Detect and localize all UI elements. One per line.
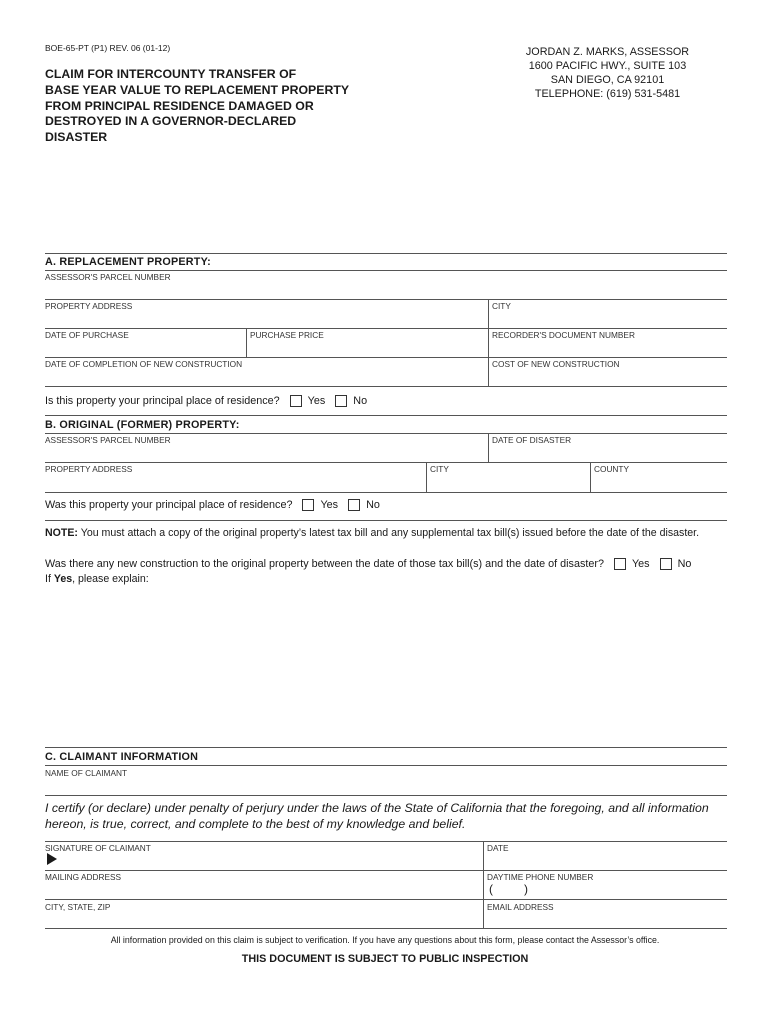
explain-prefix: If — [45, 573, 54, 585]
explain-yes: Yes — [53, 573, 73, 585]
divider — [45, 299, 727, 300]
purchase-price-label: PURCHASE PRICE — [250, 330, 324, 340]
section-b-heading: B. ORIGINAL (FORMER) PROPERTY: — [45, 419, 240, 431]
question-text: Was there any new construction to the original property between the date of those tax bill(s) and the date of disaster? — [45, 558, 604, 570]
assessor-street: 1600 PACIFIC HWY., SUITE 103 — [528, 60, 687, 72]
new-construction-no-checkbox[interactable] — [660, 558, 672, 570]
recorder-document-label: RECORDER'S DOCUMENT NUMBER — [492, 330, 635, 340]
form-title — [45, 67, 385, 146]
signature-field[interactable] — [60, 853, 480, 869]
completion-date-label: DATE OF COMPLETION OF NEW CONSTRUCTION — [45, 359, 243, 369]
divider — [488, 328, 489, 357]
mailing-address-label: MAILING ADDRESS — [45, 872, 122, 882]
divider — [483, 841, 484, 928]
divider — [488, 357, 489, 386]
assessor-telephone: TELEPHONE: (619) 531-5481 — [534, 88, 681, 100]
note-paragraph — [45, 526, 727, 540]
explain-prompt — [45, 572, 149, 586]
divider — [45, 870, 727, 871]
divider — [45, 899, 727, 900]
purchase-price-field[interactable] — [250, 341, 485, 356]
replacement-address-field[interactable] — [45, 312, 485, 327]
completion-date-field[interactable] — [45, 370, 485, 385]
section-b-heading-rule — [45, 433, 727, 434]
original-city-label: CITY — [430, 464, 449, 474]
construction-cost-label: COST OF NEW CONSTRUCTION — [492, 359, 620, 369]
new-construction-yes-checkbox[interactable] — [614, 558, 626, 570]
certification-statement: I certify (or declare) under penalty of perjury under the laws of the State of California that the foregoing, and all information hereon, is true, correct, and complete to the best of my knowledge and belief. — [45, 801, 709, 831]
city-state-zip-label: CITY, STATE, ZIP — [45, 902, 111, 912]
original-address-field[interactable] — [45, 475, 423, 490]
original-city-field[interactable] — [430, 475, 588, 490]
section-c-top-rule — [45, 747, 727, 748]
divider — [45, 492, 727, 493]
checkbox-label: Yes — [307, 395, 326, 407]
construction-cost-field[interactable] — [492, 370, 726, 385]
question-text: Was this property your principal place of residence? — [45, 499, 293, 511]
purchase-date-field[interactable] — [45, 341, 243, 356]
section-a-heading: A. REPLACEMENT PROPERTY: — [45, 256, 211, 268]
original-county-label: COUNTY — [594, 464, 630, 474]
divider — [45, 795, 727, 796]
purchase-date-label: DATE OF PURCHASE — [45, 330, 129, 340]
daytime-phone-field[interactable] — [487, 883, 726, 898]
checkbox-label: No — [366, 499, 380, 511]
replacement-city-field[interactable] — [492, 312, 726, 327]
original-apn-label: ASSESSOR'S PARCEL NUMBER — [45, 435, 171, 445]
original-residence-question — [45, 499, 380, 511]
new-construction-question — [45, 558, 691, 570]
disaster-date-label: DATE OF DISASTER — [492, 435, 572, 445]
explain-suffix: , please explain: — [72, 573, 149, 585]
claimant-name-label: NAME OF CLAIMANT — [45, 768, 128, 778]
original-apn-field[interactable] — [45, 446, 485, 461]
section-b-top-rule — [45, 415, 727, 416]
checkbox-label: Yes — [320, 499, 339, 511]
divider — [45, 462, 727, 463]
divider — [45, 841, 727, 842]
section-c-heading: C. CLAIMANT INFORMATION — [45, 751, 199, 763]
note-text: You must attach a copy of the original property’s latest tax bill and any supplemental tax bill(s) issued before the date of the disaster. — [77, 527, 700, 539]
form-title-line: DISASTER — [45, 130, 108, 145]
original-address-label: PROPERTY ADDRESS — [45, 464, 133, 474]
assessor-address-block — [490, 45, 725, 101]
divider — [45, 928, 727, 929]
divider — [488, 299, 489, 328]
email-address-field[interactable] — [487, 913, 726, 927]
divider — [426, 462, 427, 492]
original-residence-yes-checkbox[interactable] — [302, 499, 314, 511]
verification-notice: All information provided on this claim is subject to verification. If you have any questions about this form, please contact the Assessor’s office. — [110, 935, 660, 945]
form-title-line: FROM PRINCIPAL RESIDENCE DAMAGED OR — [45, 98, 314, 113]
assessor-city: SAN DIEGO, CA 92101 — [550, 74, 665, 86]
checkbox-label: No — [353, 395, 368, 407]
explanation-textarea[interactable] — [45, 590, 727, 740]
claimant-name-field[interactable] — [45, 779, 727, 794]
date-field[interactable] — [487, 854, 726, 869]
replacement-residence-yes-checkbox[interactable] — [290, 395, 302, 407]
date-label: DATE — [487, 843, 509, 853]
section-a-top-rule — [45, 253, 727, 254]
divider — [590, 462, 591, 492]
assessor-name: JORDAN Z. MARKS, ASSESSOR — [525, 46, 690, 58]
divider — [246, 328, 247, 357]
replacement-residence-question — [45, 395, 367, 407]
city-state-zip-field[interactable] — [45, 913, 480, 927]
divider — [45, 357, 727, 358]
divider — [45, 386, 727, 387]
checkbox-label: Yes — [631, 558, 650, 570]
form-title-line: DESTROYED IN A GOVERNOR-DECLARED — [45, 114, 297, 129]
question-text: Is this property your principal place of residence? — [45, 395, 280, 407]
email-address-label: EMAIL ADDRESS — [487, 902, 554, 912]
disaster-date-field[interactable] — [492, 446, 726, 461]
replacement-residence-no-checkbox[interactable] — [335, 395, 347, 407]
divider — [45, 520, 727, 521]
signature-arrow-icon — [47, 853, 57, 865]
daytime-phone-label: DAYTIME PHONE NUMBER — [487, 872, 594, 882]
mailing-address-field[interactable] — [45, 883, 480, 898]
note-label: NOTE: — [45, 527, 78, 539]
divider — [45, 328, 727, 329]
form-number: BOE-65-PT (P1) REV. 06 (01-12) — [45, 43, 171, 53]
divider — [488, 433, 489, 462]
checkbox-label: No — [677, 558, 692, 570]
replacement-apn-field[interactable] — [45, 283, 727, 298]
replacement-address-label: PROPERTY ADDRESS — [45, 301, 133, 311]
public-inspection-notice: THIS DOCUMENT IS SUBJECT TO PUBLIC INSPECTION — [241, 953, 529, 965]
phone-area-close-paren: ) — [524, 882, 528, 896]
section-a-heading-rule — [45, 270, 727, 271]
recorder-document-field[interactable] — [492, 341, 726, 356]
replacement-apn-label: ASSESSOR'S PARCEL NUMBER — [45, 272, 171, 282]
form-title-line: BASE YEAR VALUE TO REPLACEMENT PROPERTY — [45, 82, 350, 97]
original-residence-no-checkbox[interactable] — [348, 499, 360, 511]
phone-area-open-paren: ( — [489, 882, 493, 896]
section-c-heading-rule — [45, 765, 727, 766]
replacement-city-label: CITY — [492, 301, 511, 311]
form-title-line: CLAIM FOR INTERCOUNTY TRANSFER OF — [45, 67, 297, 81]
original-county-field[interactable] — [594, 475, 726, 490]
signature-label: SIGNATURE OF CLAIMANT — [45, 843, 151, 853]
